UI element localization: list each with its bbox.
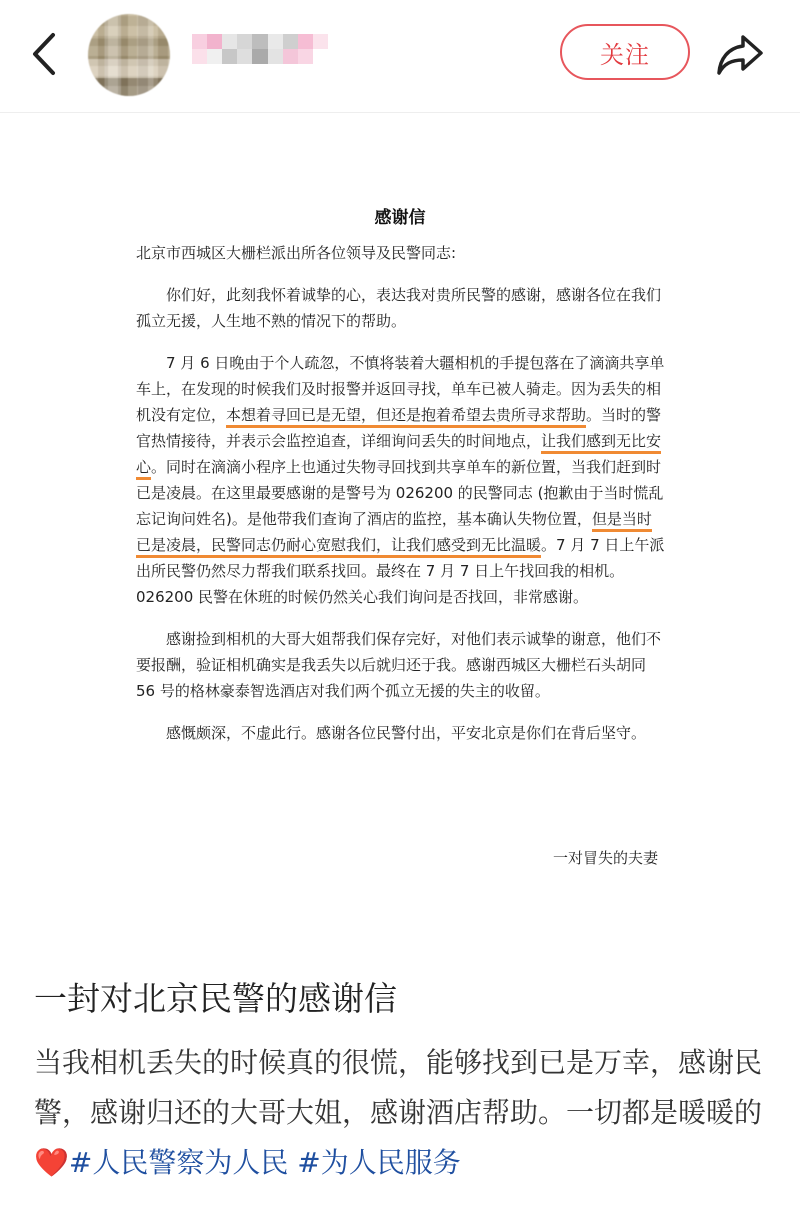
letter-text: 。同时在滴滴小程序上也通过失物寻回找到共享单车的新位置，当我们赶到时已是凌晨。在这里最要感谢的是警号为 026200 的民警同志 (抱歉由于当时慌乱忘记询问姓名)。是他带我们查询了酒店的监控，基本确认失物位置，: [136, 458, 664, 528]
letter-image[interactable]: [0, 113, 800, 945]
letter-paragraph-2: [136, 350, 666, 610]
author-name-redacted[interactable]: [192, 34, 328, 64]
post-desc-text: 当我相机丢失的时候真的很慌，能够找到已是万幸，感谢民警，感谢归还的大哥大姐，感谢酒店帮助。一切都是暖暖的: [34, 1046, 763, 1129]
letter-text: 。当时的警官热情接待，并表示会监控追查，详细询问丢失的时间地点，: [136, 406, 662, 450]
highlighted-text: 本想着寻回已是无望，但还是抱着希望去贵所寻求帮助: [226, 406, 586, 428]
hashtag-link[interactable]: #人民警察为人民: [68, 1146, 289, 1179]
highlighted-text: 但是当时已是凌晨，民警同志仍耐心宽慰我们，让我们感受到无比温暖: [136, 510, 652, 558]
letter-salutation: 北京市西城区大栅栏派出所各位领导及民警同志:: [136, 244, 457, 262]
letter-text: 。7 月 7 日上午派出所民警仍然尽力帮我们联系找回。最终在 7 月 7 日上午找回我的相机。026200 民警在休班的时候仍然关心我们询问是否找回，非常感谢。: [136, 536, 665, 606]
letter-body: [136, 240, 666, 746]
letter-paragraph-1: 你们好，此刻我怀着诚挚的心，表达我对贵所民警的感谢，感谢各位在我们孤立无援，人生地不熟的情况下的帮助。: [136, 286, 662, 330]
top-bar: [0, 0, 800, 113]
letter-signature: 一对冒失的夫妻: [552, 849, 658, 867]
letter-paragraph-3: 感谢捡到相机的大哥大姐帮我们保存完好，对他们表示诚挚的谢意，他们不要报酬，验证相机确实是我丢失以后就归还于我。感谢西城区大栅栏石头胡同 56 号的格林豪泰智选酒店对我们两个孤立无援的失主的收留。: [136, 630, 662, 700]
back-button[interactable]: [22, 30, 66, 78]
follow-button[interactable]: 关注: [560, 24, 690, 80]
hashtag-link[interactable]: #为人民服务: [297, 1146, 461, 1179]
heart-icon: ❤️: [34, 1146, 69, 1179]
letter-text: 7 月 6 日晚由于个人疏忽，不慎将装着大疆相机的手提包落在了滴滴共享单车上，在发现的时候我们及时报警并返回寻找，单车已被人骑走。因为丢失的相机没有定位，: [136, 354, 665, 424]
letter-paragraph-4: 感慨颇深，不虚此行。感谢各位民警付出，平安北京是你们在背后坚守。: [166, 724, 647, 742]
letter-title: 感谢信: [374, 208, 426, 228]
share-icon: [715, 33, 765, 77]
post-description: [34, 1038, 774, 1188]
share-button[interactable]: [712, 30, 768, 80]
post-title: 一封对北京民警的感谢信: [34, 979, 397, 1018]
highlighted-text: 让我们感到无比安心: [136, 432, 661, 480]
chevron-left-icon: [31, 32, 57, 76]
author-avatar[interactable]: [88, 14, 170, 96]
